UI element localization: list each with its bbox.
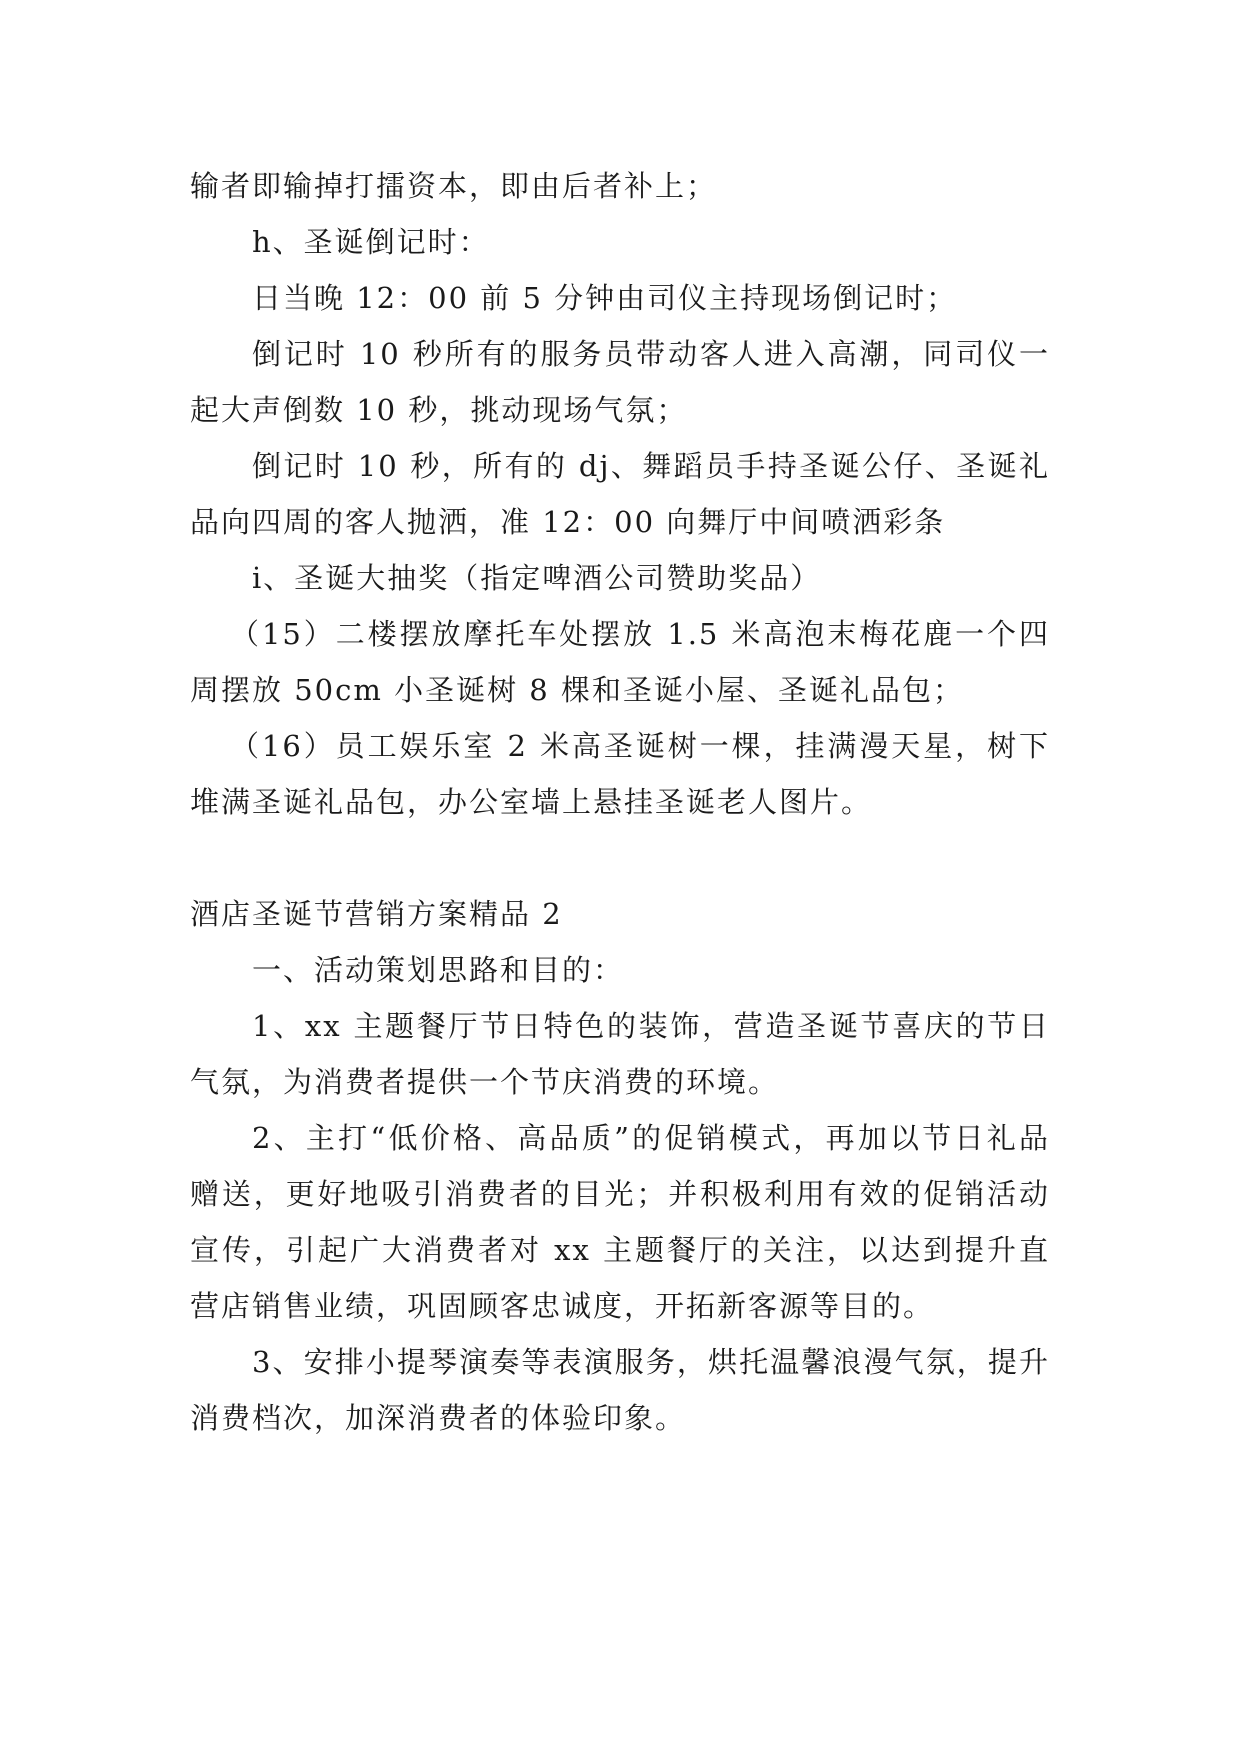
paragraph-5: 倒记时 10 秒，所有的 dj、舞蹈员手持圣诞公仔、圣诞礼品向四周的客人抛洒，准 12：00 向舞厅中间喷洒彩条	[190, 449, 1050, 539]
paragraph-8: （16）员工娱乐室 2 米高圣诞树一棵，挂满漫天星，树下堆满圣诞礼品包，办公室墙上悬挂圣诞老人图片。	[190, 729, 1050, 819]
section-paragraph-3: 2、主打“低价格、高品质”的促销模式，再加以节日礼品赠送，更好地吸引消费者的目光；并积极利用有效的促销活动宣传，引起广大消费者对 xx 主题餐厅的关注，以达到提升直营店销售业绩，巩固顾客忠诚度，开拓新客源等目的。	[190, 1121, 1050, 1323]
paragraph-1: 输者即输掉打擂资本，即由后者补上；	[190, 169, 718, 203]
paragraph-2: h、圣诞倒记时：	[252, 225, 490, 259]
section-title: 酒店圣诞节营销方案精品 2	[190, 897, 563, 931]
section-gap	[190, 830, 1050, 886]
paragraph-4: 倒记时 10 秒所有的服务员带动客人进入高潮，同司仪一起大声倒数 10 秒，挑动现场气氛；	[190, 337, 1050, 427]
paragraph-3: 日当晚 12：00 前 5 分钟由司仪主持现场倒记时；	[252, 281, 958, 315]
paragraph-6: i、圣诞大抽奖（指定啤酒公司赞助奖品）	[252, 561, 822, 595]
section-paragraph-4: 3、安排小提琴演奏等表演服务，烘托温馨浪漫气氛，提升消费档次，加深消费者的体验印象。	[190, 1345, 1050, 1435]
paragraph-7: （15）二楼摆放摩托车处摆放 1.5 米高泡末梅花鹿一个四周摆放 50cm 小圣诞树 8 棵和圣诞小屋、圣诞礼品包；	[190, 617, 1050, 707]
document-body	[190, 158, 1050, 1446]
section-paragraph-1: 一、活动策划思路和目的：	[252, 953, 625, 987]
section-paragraph-2: 1、xx 主题餐厅节日特色的装饰，营造圣诞节喜庆的节日气氛，为消费者提供一个节庆消费的环境。	[190, 1009, 1050, 1099]
